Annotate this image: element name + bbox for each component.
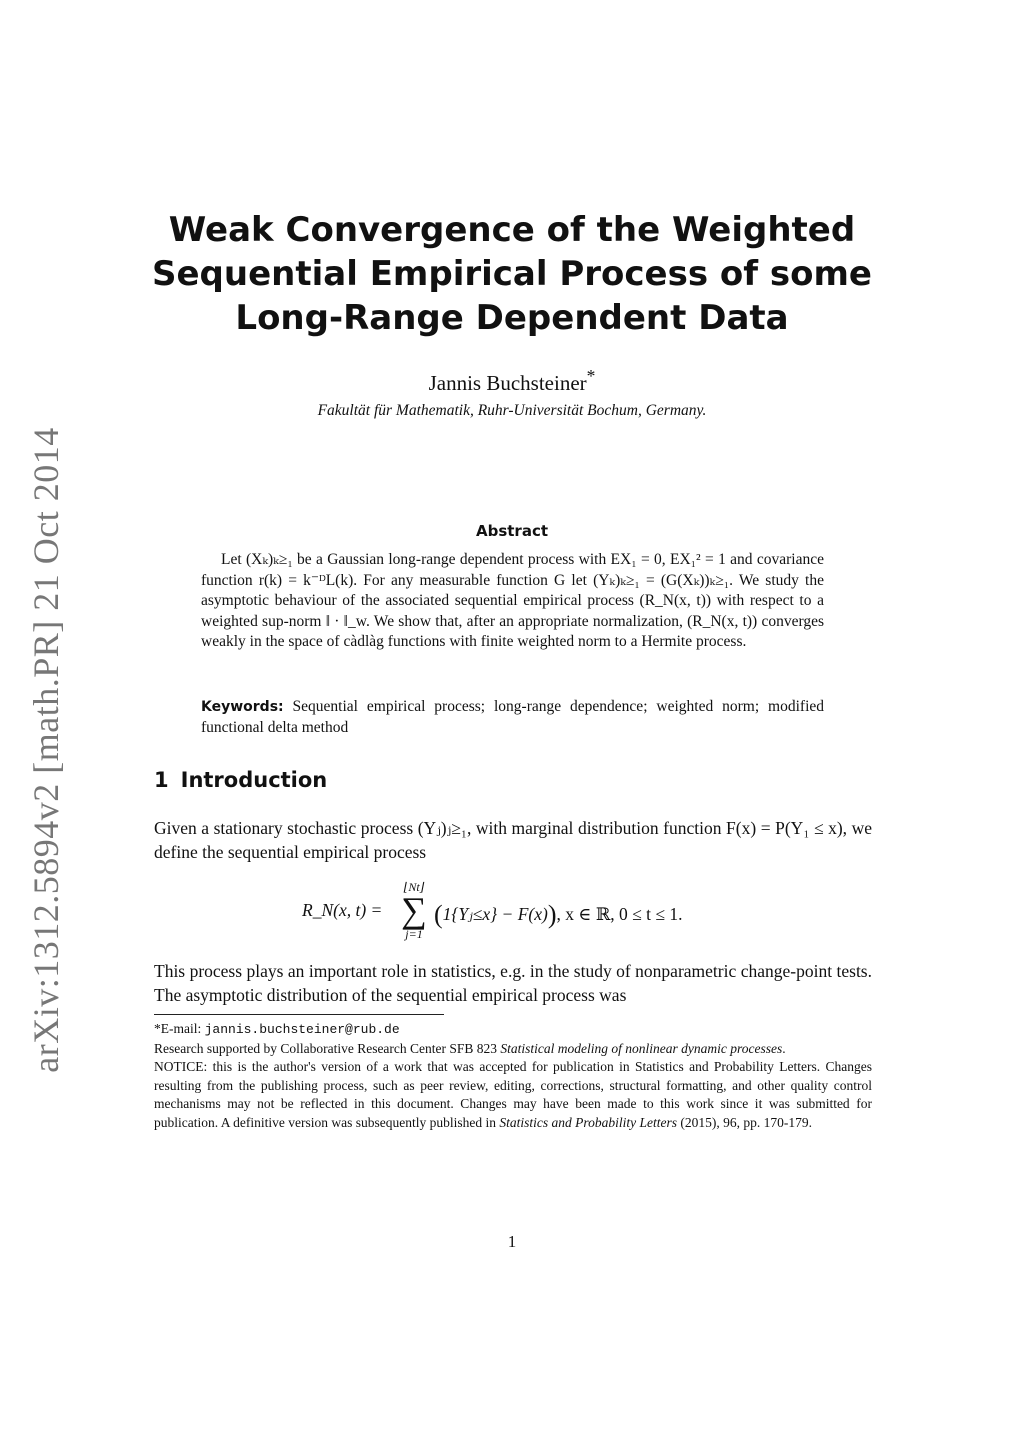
keywords-text: Sequential empirical process; long-range dependence; weighted norm; modified functional delta method — [201, 698, 825, 736]
keywords-label: Keywords: — [201, 699, 284, 715]
intro-paragraph-2: This process plays an important role in statistics, e.g. in the study of nonparametric change-point tests. The asymptotic distribution of the sequential empirical process was — [154, 961, 872, 1005]
footnote-notice — [154, 1058, 872, 1132]
title-line-2: Sequential Empirical Process of some — [152, 254, 872, 294]
affiliation: Fakultät für Mathematik, Ruhr-Universität Bochum, Germany. — [317, 402, 707, 419]
research-project: Statistical modeling of nonlinear dynamic processes — [500, 1040, 783, 1056]
sum-upper-limit: ⌊Nt⌋ — [403, 880, 425, 894]
sum-sigma: ∑ — [401, 890, 427, 930]
equation-lhs: R_N(x, t) = — [302, 900, 383, 920]
author-name: Jannis Buchsteiner — [428, 371, 587, 395]
research-end: . — [782, 1040, 786, 1056]
arxiv-identifier: arXiv:1312.5894v2 [math.PR] 21 Oct 2014 — [26, 427, 66, 1073]
summation — [394, 880, 434, 942]
notice-text: NOTICE: this is the author's version of a work that was accepted for publication in Statistics and Probability Letters. Changes resulting from the publishing process, such as peer review, editing, corrections, structural formatting, and other quality control mechanisms may not be reflected in this document. Changes may have been made to this work since it was submitted for publication. A definitive version was subsequently published in — [154, 1059, 872, 1130]
footnotes — [154, 1020, 872, 1133]
equation-domain: , x ∈ ℝ, 0 ≤ t ≤ 1. — [556, 904, 683, 924]
title-line-3: Long-Range Dependent Data — [235, 298, 789, 338]
arxiv-identifier-sidebar — [22, 427, 70, 1073]
email-link[interactable]: jannis.buchsteiner@rub.de — [204, 1022, 400, 1037]
email-prefix: *E-mail: — [154, 1021, 205, 1036]
author-footnote-mark: * — [586, 366, 596, 386]
abstract-heading: Abstract — [475, 522, 549, 540]
page-number: 1 — [507, 1232, 517, 1251]
section-number: 1 — [154, 768, 169, 792]
abstract-text: Let (Xₖ)ₖ≥₁ be a Gaussian long-range dependent process with EX₁ = 0, EX₁² = 1 and covariance function r(k) = k⁻ᴰL(k). For any measurable function G let (Yₖ)ₖ≥₁ = (G(Xₖ))ₖ≥₁. We study the asymptotic behaviour of the associated sequential empirical process (R_N(x, t)) with respect to a weighted sup-norm ‖ · ‖_w. We show that, after an appropriate normalization, (R_N(x, t)) converges weakly in the space of càdlàg functions with finite weighted norm to a Hermite process. — [201, 551, 824, 651]
section-title: Introduction — [180, 768, 328, 792]
section-heading — [154, 768, 327, 792]
footnote-research — [154, 1040, 872, 1059]
display-equation — [302, 880, 742, 940]
author-line — [140, 366, 884, 396]
right-paren: ) — [547, 900, 557, 929]
footnote-email — [154, 1020, 872, 1040]
left-paren: ( — [434, 900, 443, 929]
notice-end: (2015), 96, pp. 170-179. — [676, 1114, 812, 1130]
paper-title — [140, 208, 884, 340]
keywords — [201, 697, 824, 738]
research-text: Research supported by Collaborative Research Center SFB 823 — [154, 1040, 501, 1056]
notice-journal: Statistics and Probability Letters — [499, 1114, 677, 1130]
sum-lower-limit: j=1 — [405, 927, 423, 941]
equation-summand: 1{Yⱼ≤x} − F(x) — [442, 904, 548, 924]
intro-paragraph-1: Given a stationary stochastic process (Yⱼ)ⱼ≥₁, with marginal distribution function F(x) = P(Y₁ ≤ x), we define the sequential empirical process — [154, 818, 872, 862]
footnote-rule — [154, 1014, 444, 1015]
title-line-1: Weak Convergence of the Weighted — [168, 210, 856, 250]
equation-rhs — [434, 900, 682, 930]
